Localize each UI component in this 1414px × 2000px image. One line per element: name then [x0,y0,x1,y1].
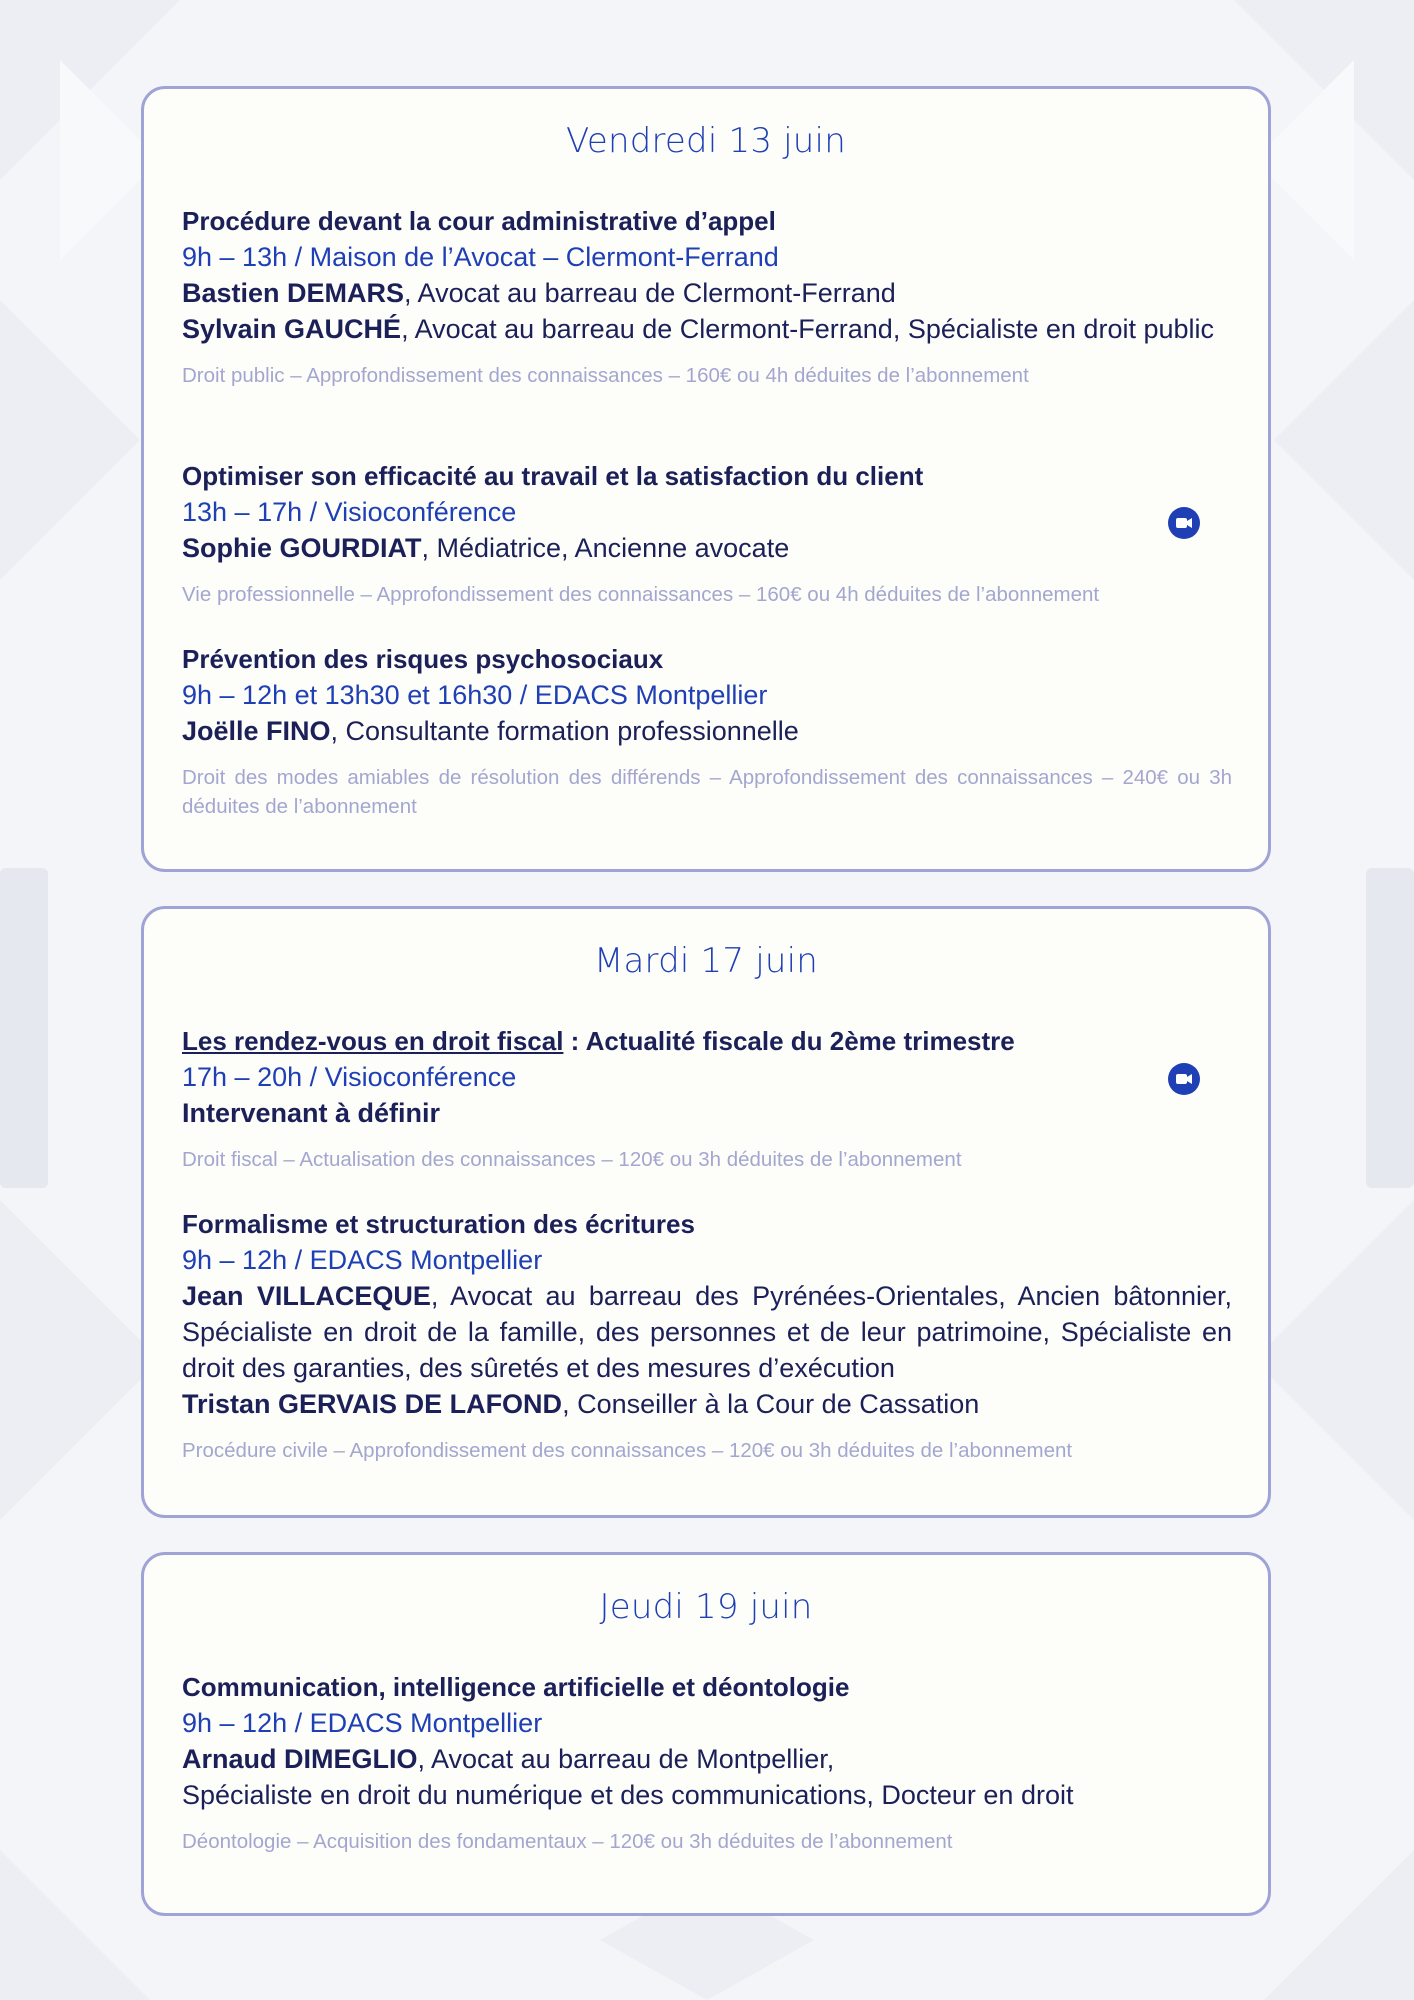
speaker-name: Arnaud DIMEGLIO [182,1744,418,1774]
session-title: Prévention des risques psychosociaux [182,644,664,674]
session-item [182,1206,1232,1465]
session-title [182,1023,1232,1059]
speaker-role: , Conseiller à la Cour de Cassation [562,1389,980,1419]
session-title: Communication, intelligence artificielle et déontologie [182,1672,850,1702]
speaker-role: , Avocat au barreau de Montpellier, [417,1744,835,1774]
speaker-name: Bastien DEMARS [182,278,405,308]
session-title-text: : Actualité fiscale du 2ème trimestre [563,1026,1015,1056]
session-time-location: 9h – 12h et 13h30 et 16h30 / EDACS Montpellier [182,680,768,710]
session-speaker [182,1095,1232,1131]
speaker-role: , Avocat au barreau des Pyrénées-Orientales, Ancien bâtonnier, Spécialiste en droit de la famille, des personnes et de leur patrimoine, Spécialiste en droit des garanties, des sûretés et des mesures d’exécution [182,1281,1232,1383]
session-meta: Droit des modes amiables de résolution des différends – Approfondissement des connaissances – 240€ ou 3h déduites de l’abonnement [182,766,1232,818]
session-time-location: 17h – 20h / Visioconférence [182,1062,517,1092]
session-meta: Déontologie – Acquisition des fondamentaux – 120€ ou 3h déduites de l’abonnement [182,1830,953,1853]
speaker-name: Joëlle FINO [182,716,331,746]
speaker-name: Tristan GERVAIS DE LAFOND [182,1389,563,1419]
session-meta: Procédure civile – Approfondissement des connaissances – 120€ ou 3h déduites de l’abonnement [182,1439,1073,1462]
day-card-thursday [141,1552,1271,1916]
session-speaker [182,1386,1232,1422]
speaker-name: Intervenant à définir [182,1098,441,1128]
session-speaker [182,530,1232,566]
session-title: Optimiser son efficacité au travail et la satisfaction du client [182,461,924,491]
session-item [182,641,1232,821]
session-meta: Vie professionnelle – Approfondissement des connaissances – 160€ ou 4h déduites de l’abonnement [182,583,1100,606]
session-title: Procédure devant la cour administrative d’appel [182,206,776,236]
session-meta: Droit public – Approfondissement des connaissances – 160€ ou 4h déduites de l’abonnement [182,364,1029,387]
session-item [182,1023,1232,1174]
session-speaker [182,713,1232,749]
speaker-role: , Avocat au barreau de Clermont-Ferrand [404,278,896,308]
session-speaker [182,311,1232,347]
session-time-location: 9h – 12h / EDACS Montpellier [182,1708,543,1738]
video-camera-icon[interactable] [1168,1063,1200,1095]
session-speaker [182,1278,1232,1386]
session-speaker [182,275,1232,311]
day-card-friday [141,86,1271,872]
session-item [182,203,1232,390]
session-item [182,458,1232,609]
session-speaker: Spécialiste en droit du numérique et des communications, Docteur en droit [182,1780,1074,1810]
speaker-role: , Médiatrice, Ancienne avocate [421,533,790,563]
video-camera-icon[interactable] [1168,507,1200,539]
day-title: Jeudi 19 juin [599,1587,813,1627]
session-meta: Droit fiscal – Actualisation des connaissances – 120€ ou 3h déduites de l’abonnement [182,1148,962,1171]
left-side-panel [0,868,48,1188]
session-speaker [182,1741,1232,1777]
session-time-location: 9h – 13h / Maison de l’Avocat – Clermont-Ferrand [182,242,779,272]
day-title: Mardi 17 juin [593,941,819,981]
speaker-name: Sophie GOURDIAT [182,533,422,563]
session-time-location: 9h – 12h / EDACS Montpellier [182,1245,543,1275]
session-time-location: 13h – 17h / Visioconférence [182,497,517,527]
right-side-panel [1366,868,1414,1188]
session-item [182,1669,1232,1856]
session-title-link[interactable]: Les rendez-vous en droit fiscal [182,1026,564,1056]
day-card-tuesday [141,906,1271,1518]
speaker-name: Jean VILLACEQUE [182,1281,431,1311]
speaker-name: Sylvain GAUCHÉ [182,314,402,344]
speaker-role: , Consultante formation professionnelle [330,716,799,746]
session-title: Formalisme et structuration des écritures [182,1209,695,1239]
speaker-role: , Avocat au barreau de Clermont-Ferrand, Spécialiste en droit public [401,314,1215,344]
day-title: Vendredi 13 juin [566,121,846,161]
